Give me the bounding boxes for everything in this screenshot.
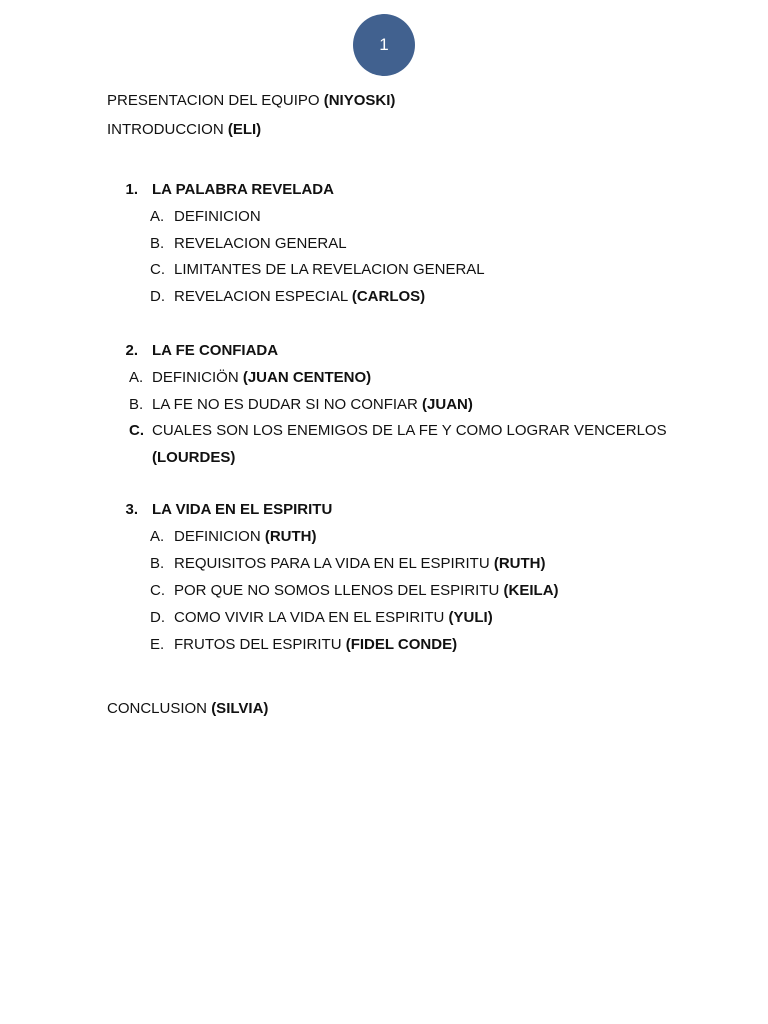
item-assignee: (JUAN) [422, 396, 473, 413]
item-marker: C. [150, 582, 165, 599]
item-marker: A. [150, 528, 165, 545]
conclusion-text: CONCLUSION [107, 700, 212, 717]
item-marker: B. [129, 396, 144, 413]
item-text: FRUTOS DEL ESPIRITU [174, 636, 346, 653]
intro-line-introduction [107, 120, 261, 140]
conclusion-line [107, 699, 268, 719]
item-marker: B. [150, 555, 165, 572]
item-marker: C. [150, 261, 165, 278]
item-assignee: (RUTH) [264, 528, 317, 545]
item-text: LIMITANTES DE LA REVELACION GENERAL [174, 261, 485, 278]
item-assignee: (FIDEL CONDE) [345, 636, 458, 653]
section-title: LA PALABRA REVELADA [152, 181, 334, 198]
intro-line-presentation [107, 91, 395, 111]
section-title: LA VIDA EN EL ESPIRITU [152, 501, 333, 518]
item-marker: B. [150, 235, 165, 252]
item-assignee: (RUTH) [493, 555, 546, 572]
page-number: 1 [379, 35, 389, 54]
intro-name: (NIYOSKI) [323, 92, 396, 109]
item-text: DEFINICIÖN [152, 369, 243, 386]
intro-name: (ELI) [227, 121, 262, 138]
item-text: REVELACION GENERAL [174, 235, 347, 252]
intro-text: INTRODUCCION [107, 121, 228, 138]
item-text: LA FE NO ES DUDAR SI NO CONFIAR [152, 396, 423, 413]
conclusion-name: (SILVIA) [211, 700, 269, 717]
item-text: REQUISITOS PARA LA VIDA EN EL ESPIRITU [174, 555, 494, 572]
item-marker: D. [150, 288, 165, 305]
section-title: LA FE CONFIADA [152, 342, 279, 359]
page-number-badge [353, 14, 415, 76]
section-number: 3. [125, 501, 138, 518]
item-assignee: (CARLOS) [351, 288, 426, 305]
item-marker: D. [150, 609, 165, 626]
section-number: 1. [125, 181, 138, 198]
item-marker: C. [129, 422, 144, 439]
item-marker: A. [150, 208, 165, 225]
item-text: DEFINICION [174, 528, 265, 545]
item-text: CUALES SON LOS ENEMIGOS DE LA FE Y COMO LOGRAR VENCERLOS [152, 422, 667, 439]
intro-text: PRESENTACION DEL EQUIPO [107, 92, 324, 109]
item-text: COMO VIVIR LA VIDA EN EL ESPIRITU [174, 609, 449, 626]
item-text: POR QUE NO SOMOS LLENOS DEL ESPIRITU [174, 582, 504, 599]
item-assignee: (JUAN CENTENO) [242, 369, 372, 386]
item-marker: A. [129, 369, 144, 386]
item-assignee: (KEILA) [503, 582, 559, 599]
item-text: DEFINICION [174, 208, 261, 225]
item-assignee: (LOURDES) [152, 449, 236, 466]
item-text: REVELACION ESPECIAL [174, 288, 352, 305]
section-number: 2. [125, 342, 138, 359]
item-marker: E. [150, 636, 165, 653]
item-assignee: (YULI) [448, 609, 493, 626]
